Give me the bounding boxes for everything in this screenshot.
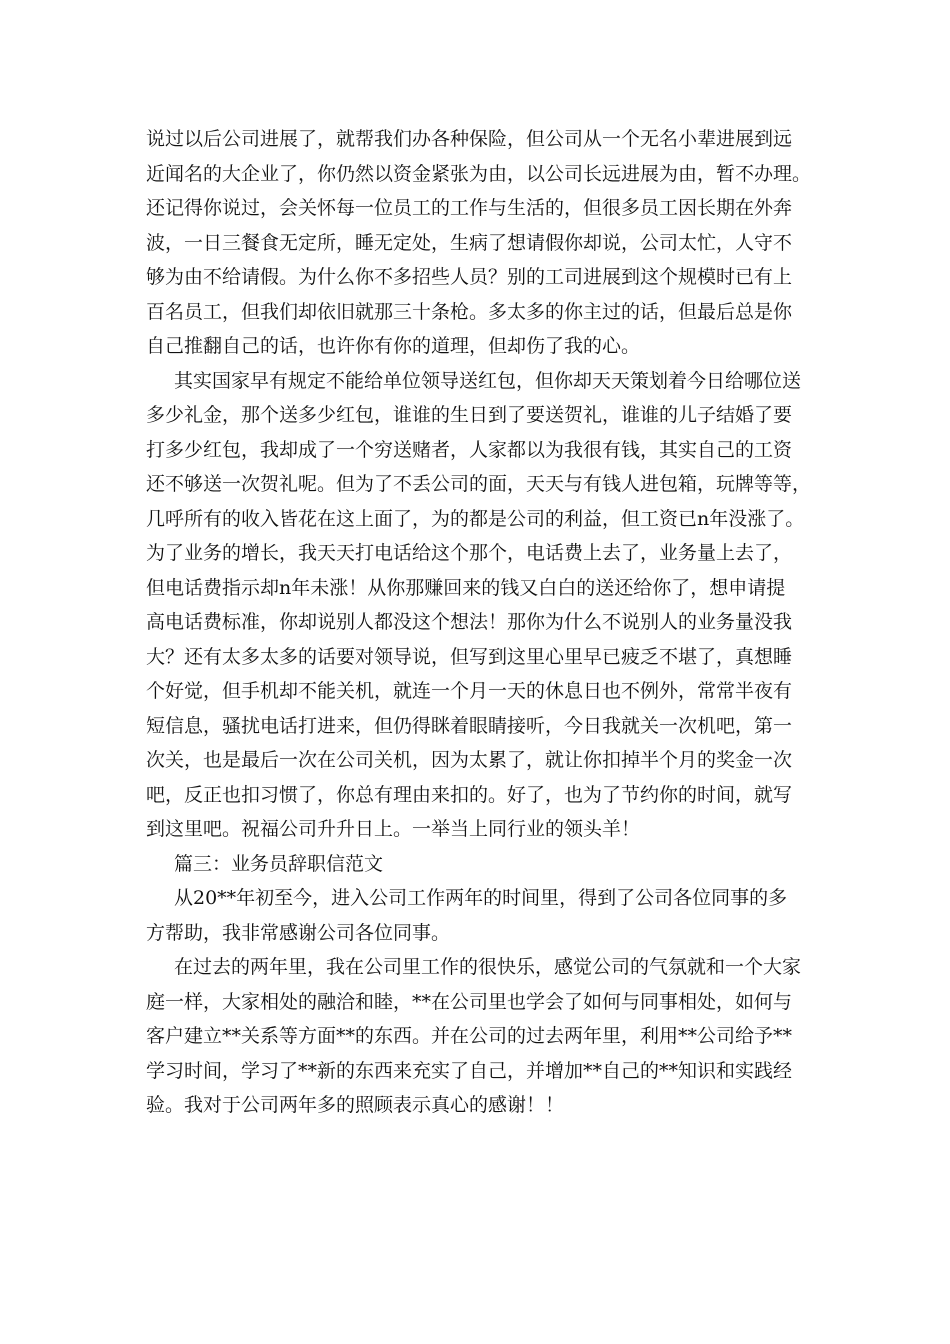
- text-line: 说过以后公司进展了，就帮我们办各种保险，但公司从一个无名小辈进展到远: [146, 128, 793, 150]
- text-line: 客户建立**关系等方面**的东西。并在公司的过去两年里，利用**公司给予**: [146, 1025, 793, 1047]
- text-line: 高电话费标准，你却说别人都没这个想法！那你为什么不说别人的业务量没我: [146, 611, 793, 633]
- text-line: 但电话费指示却n年未涨！从你那赚回来的钱又白白的送还给你了，想申请提: [146, 576, 786, 599]
- text-line: 庭一样，大家相处的融洽和睦，**在公司里也学会了如何与同事相处，如何与: [146, 990, 793, 1013]
- text-line: 打多少红包，我却成了一个穷送赌者，人家都以为我很有钱，其实自己的工资: [146, 438, 793, 461]
- text-line: 验。我对于公司两年多的照顾表示真心的感谢！！: [146, 1094, 565, 1116]
- text-line: 还记得你说过，会关怀每一位员工的工作与生活的，但很多员工因长期在外奔: [146, 197, 793, 219]
- text-line: 自己推翻自己的话，也许你有你的道理，但却伤了我的心。: [146, 335, 641, 357]
- text-line: 波，一日三餐食无定所，睡无定处，生病了想请假你却说，公司太忙，人守不: [146, 231, 793, 254]
- text-line: 大？还有太多太多的话要对领导说，但写到这里心里早已疲乏不堪了，真想睡: [146, 645, 793, 668]
- text-line: 个好觉，但手机却不能关机，就连一个月一天的休息日也不例外，常常半夜有: [146, 680, 793, 702]
- text-line: 近闻名的大企业了，你仍然以资金紧张为由，以公司长远进展为由，暂不办理。: [146, 162, 812, 185]
- text-line: 到这里吧。祝福公司升升日上。一举当上同行业的领头羊！: [146, 818, 641, 840]
- paragraph-first-line: 从20**年初至今，进入公司工作两年的时间里，得到了公司各位同事的多: [174, 887, 788, 909]
- text-line: 次关，也是最后一次在公司关机，因为太累了，就让你扣掉半个月的奖金一次: [146, 749, 793, 771]
- paragraph-first-line: 篇三：业务员辞职信范文: [174, 852, 384, 875]
- text-line: 学习时间，学习了**新的东西来充实了自己，并增加**自己的**知识和实践经: [146, 1059, 793, 1082]
- text-line: 吧，反正也扣习惯了，你总有理由来扣的。好了，也为了节约你的时间，就写: [146, 783, 793, 806]
- text-line: 短信息，骚扰电话打进来，但仍得眯着眼睛接听，今日我就关一次机吧，第一: [146, 714, 793, 737]
- text-line: 为了业务的增长，我天天打电话给这个那个，电话费上去了，业务量上去了，: [146, 542, 793, 564]
- text-line: 多少礼金，那个送多少红包，谁谁的生日到了要送贺礼，谁谁的儿子结婚了要: [146, 404, 793, 426]
- paragraph-first-line: 其实国家早有规定不能给单位领导送红包，但你却天天策划着今日给哪位送: [174, 369, 802, 392]
- text-line: 几呼所有的收入皆花在这上面了，为的都是公司的利益，但工资已n年没涨了。: [146, 507, 805, 530]
- text-line: 还不够送一次贺礼呢。但为了不丢公司的面，天天与有钱人进包箱，玩牌等等，: [146, 473, 812, 495]
- text-line: 够为由不给请假。为什么你不多招些人员？别的工司进展到这个规模时已有上: [146, 266, 793, 288]
- text-line: 方帮助，我非常感谢公司各位同事。: [146, 921, 451, 944]
- text-line: 百名员工，但我们却依旧就那三十条枪。多太多的你主过的话，但最后总是你: [146, 300, 793, 323]
- document-body: [146, 122, 816, 1123]
- paragraph-first-line: 在过去的两年里，我在公司里工作的很快乐，感觉公司的气氛就和一个大家: [174, 956, 802, 978]
